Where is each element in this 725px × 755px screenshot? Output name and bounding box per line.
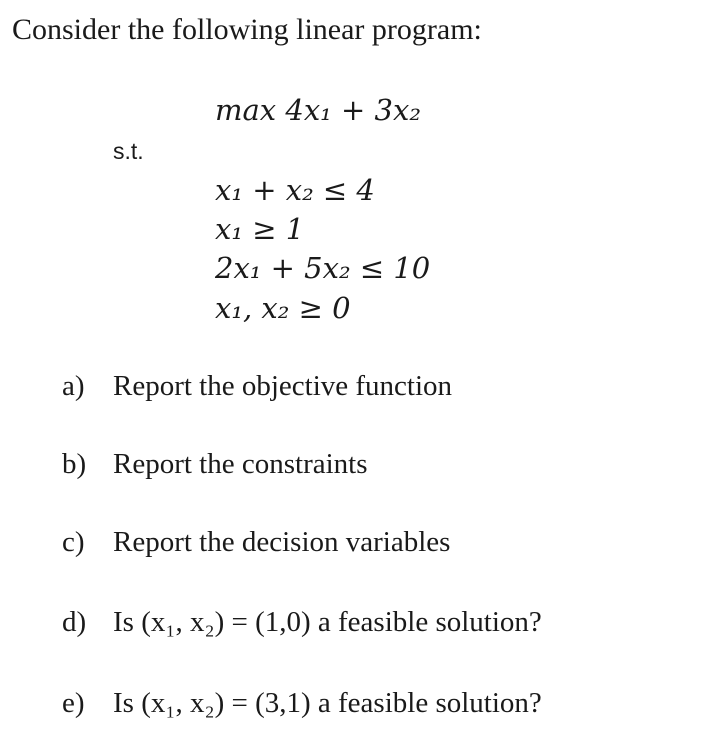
question-d-text: Is (x₁, x₂) = (1,0) a feasible solution?	[113, 606, 542, 638]
question-a-letter: a)	[62, 370, 85, 402]
objective-function: max 4x₁ + 3x₂	[215, 93, 421, 127]
question-c-text: Report the decision variables	[113, 526, 451, 558]
question-d-letter: d)	[62, 606, 87, 638]
question-e-letter: e)	[62, 687, 85, 719]
question-c-letter: c)	[62, 526, 85, 558]
subject-to-label: s.t.	[113, 138, 144, 164]
question-b-letter: b)	[62, 448, 87, 480]
constraint-1: x₁ + x₂ ≤ 4	[215, 173, 375, 207]
constraint-2: x₁ ≥ 1	[215, 212, 305, 246]
intro-text: Consider the following linear program:	[12, 13, 482, 46]
question-b-text: Report the constraints	[113, 448, 368, 480]
question-e-text: Is (x₁, x₂) = (3,1) a feasible solution?	[113, 687, 542, 719]
constraint-nonnegativity: x₁, x₂ ≥ 0	[215, 291, 351, 325]
question-a-text: Report the objective function	[113, 370, 453, 402]
constraint-3: 2x₁ + 5x₂ ≤ 10	[215, 251, 431, 285]
